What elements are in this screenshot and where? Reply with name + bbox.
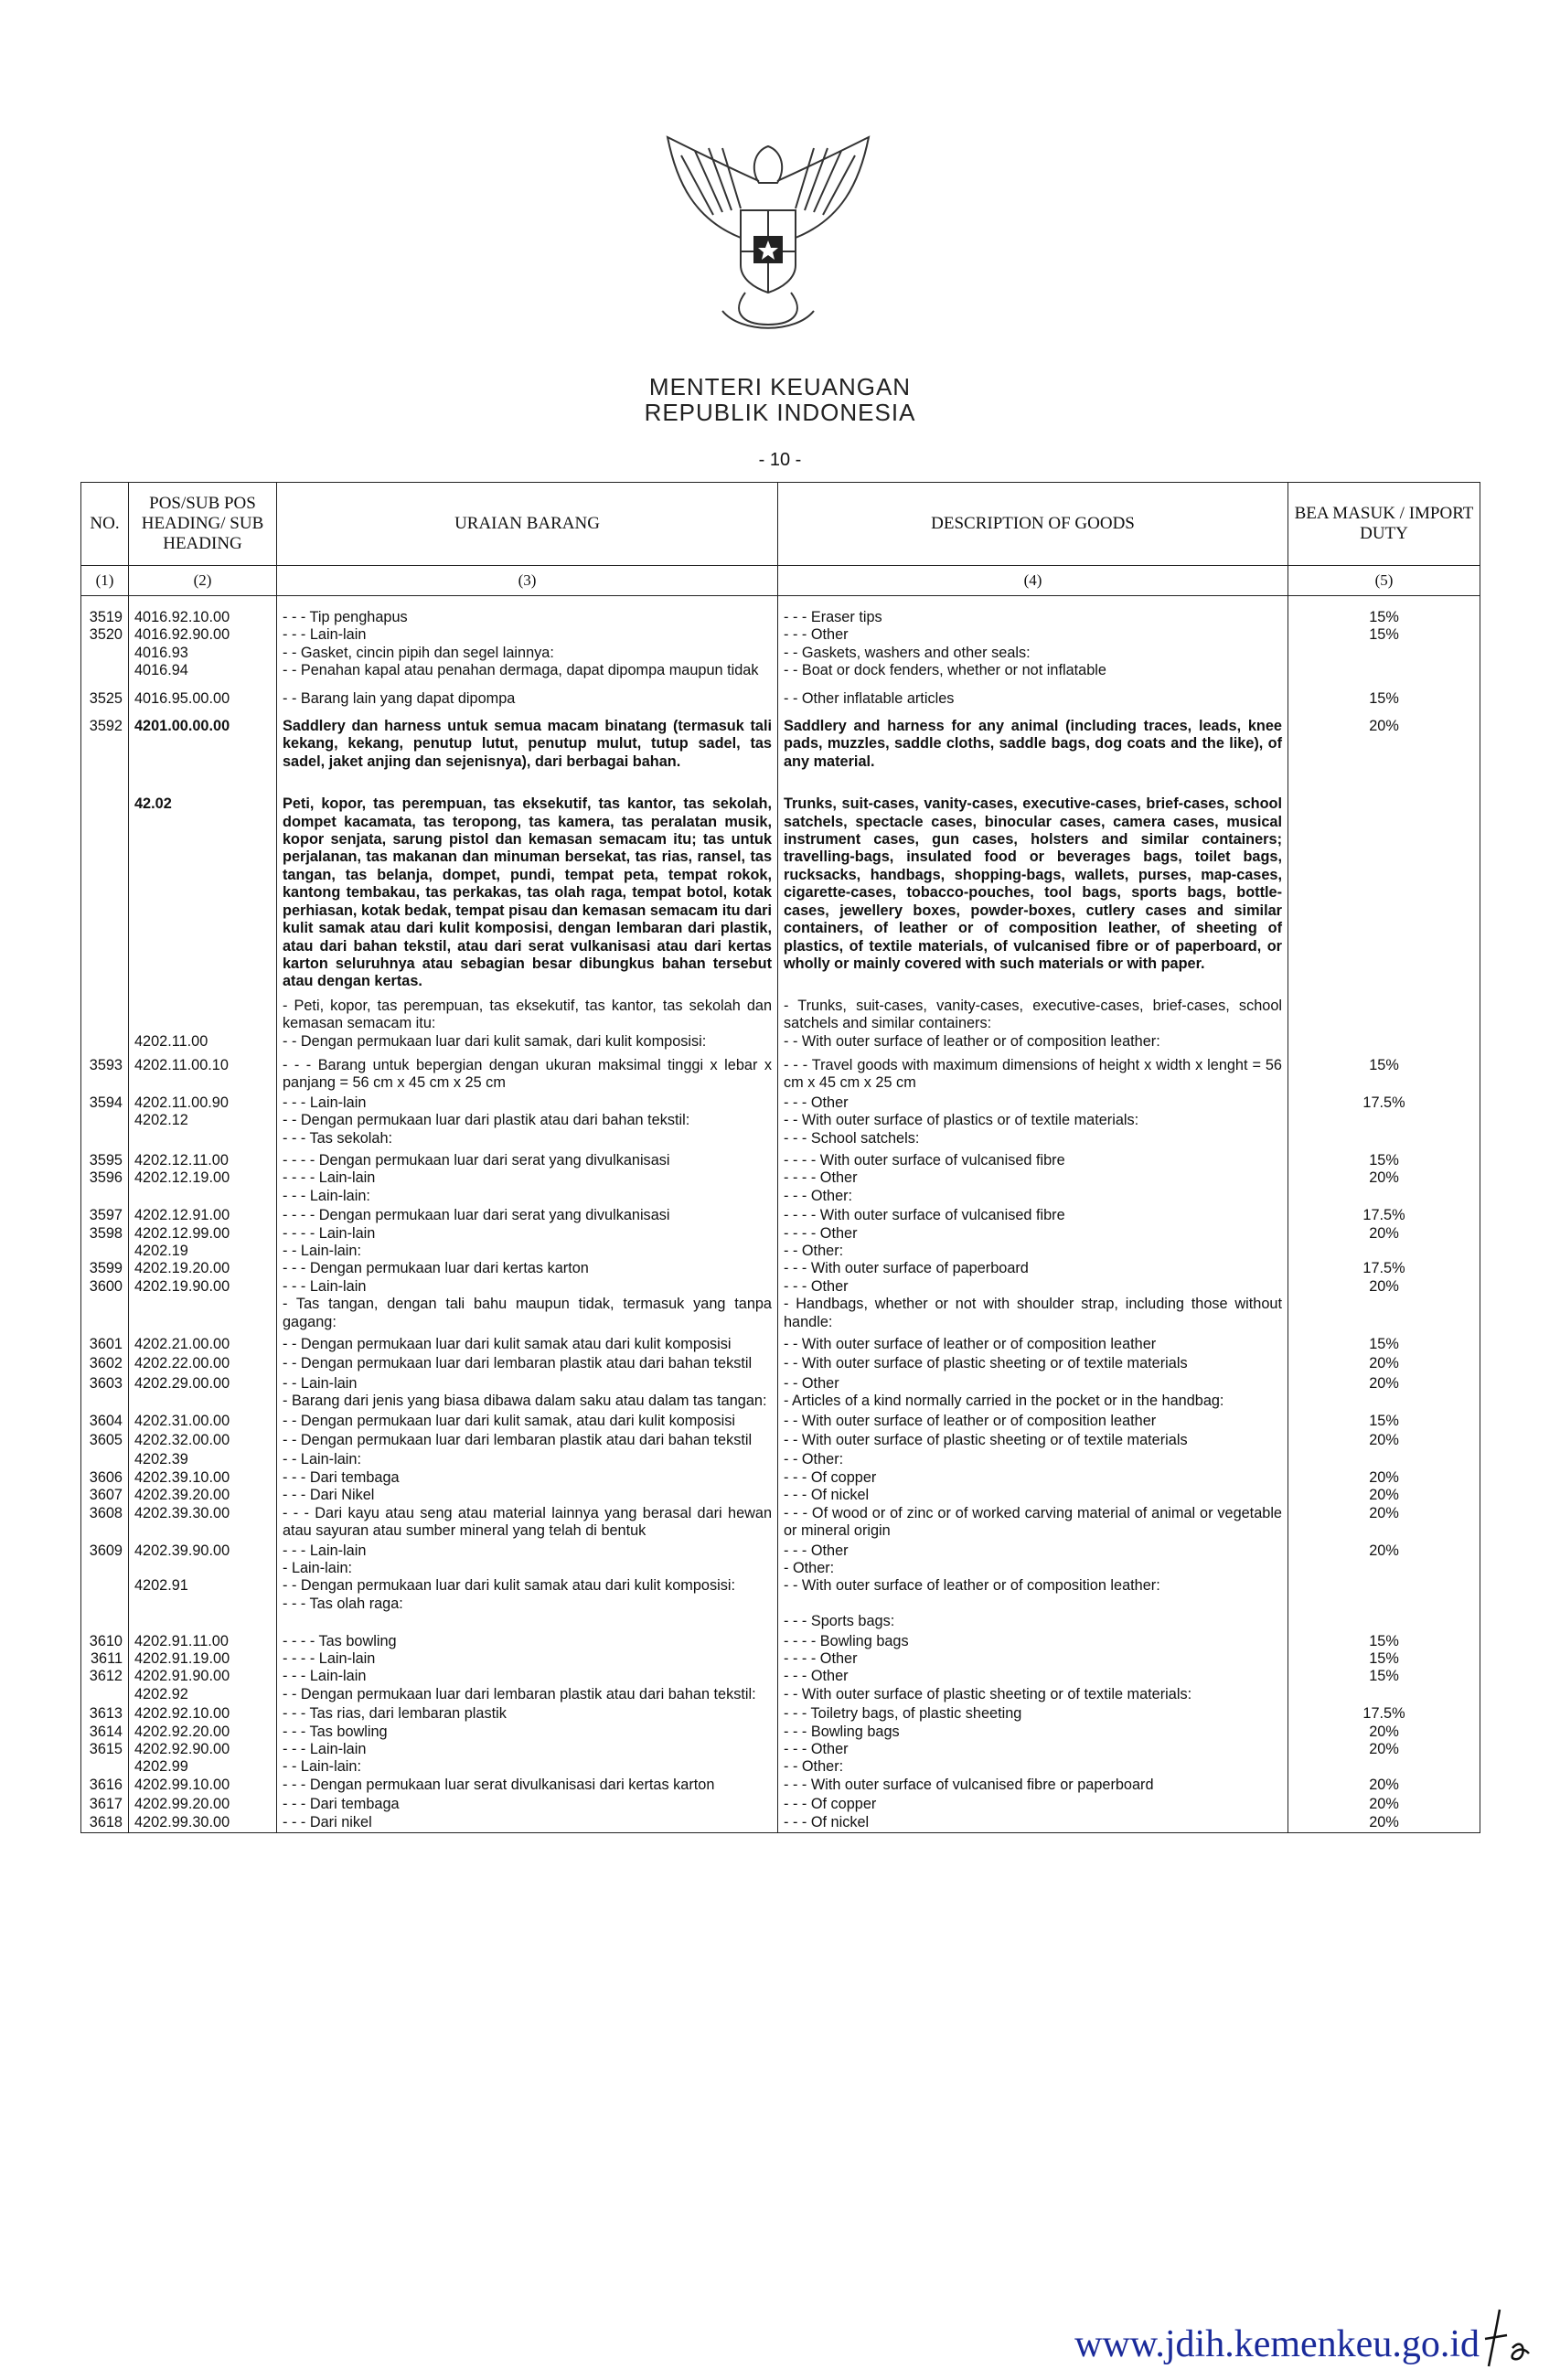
import-duty: [1288, 992, 1480, 1051]
row-number: 3603: [81, 1374, 129, 1412]
uraian-barang: - - - Lain-lain - Lain-lain: - - Dengan permukaan luar dari kulit samak atau dari kulit komposisi: - - - Tas olah raga:: [277, 1542, 778, 1632]
row-number: 3613 3614 3615 3616: [81, 1704, 129, 1795]
row-number: 3609: [81, 1542, 129, 1632]
import-duty: 17.5% 20% 17.5% 20%: [1288, 1206, 1480, 1332]
tariff-table: [80, 482, 1480, 1833]
hs-code: 4202.39 4202.39.10.00 4202.39.20.00 4202.39.30.00: [129, 1450, 277, 1541]
description-of-goods: - - - Other - - With outer surface of plastics or of textile materials: - - - School satchels:: [778, 1094, 1288, 1148]
header-uraian: URAIAN BARANG: [277, 483, 778, 566]
hs-code: 42.02: [129, 772, 277, 991]
row-number: 3602: [81, 1354, 129, 1373]
row-number: 3605: [81, 1431, 129, 1450]
uraian-barang: - - - - Tas bowling - - - - Lain-lain - - - Lain-lain - - Dengan permukaan luar dari lembaran plastik atau dari bahan tekstil:: [277, 1632, 778, 1705]
table-row: [81, 1431, 1480, 1450]
row-number: 3519 3520: [81, 596, 129, 681]
uraian-barang: - - - Tip penghapus - - - Lain-lain - - Gasket, cincin pipih dan segel lainnya: - - Penahan kapal atau penahan dermaga, dapat dipompa maupun tidak: [277, 596, 778, 681]
hs-code: 4202.11.00.90 4202.12: [129, 1094, 277, 1148]
import-duty: [1288, 772, 1480, 991]
description-of-goods: - - - Travel goods with maximum dimensions of height x width x lenght = 56 cm x 45 cm x 25 cm: [778, 1051, 1288, 1094]
hs-code: 4202.39.90.00 4202.91: [129, 1542, 277, 1632]
table-row: [81, 681, 1480, 709]
page-number: - 10 -: [758, 450, 802, 470]
hs-code: 4202.21.00.00: [129, 1332, 277, 1354]
table-row: [81, 1450, 1480, 1541]
table-row: [81, 1632, 1480, 1705]
import-duty: 15%: [1288, 1051, 1480, 1094]
header-duty: BEA MASUK / IMPORT DUTY: [1288, 483, 1480, 566]
row-number: 3525: [81, 681, 129, 709]
table-row: [81, 1795, 1480, 1832]
column-number: (3): [277, 566, 778, 596]
uraian-barang: - - Lain-lain: - - - Dari tembaga - - - Dari Nikel - - - Dari kayu atau seng atau material lainnya yang berasal dari hewan atau sayuran atau sumber mineral yang telah di bentuk: [277, 1450, 778, 1541]
uraian-barang: - - Barang lain yang dapat dipompa: [277, 681, 778, 709]
import-duty: 20%: [1288, 1542, 1480, 1632]
description-of-goods: - - Other inflatable articles: [778, 681, 1288, 709]
tariff-body: [81, 596, 1480, 1833]
hs-code: 4202.91.11.00 4202.91.19.00 4202.91.90.00 4202.92: [129, 1632, 277, 1705]
description-of-goods: - - - - With outer surface of vulcanised fibre - - - - Other - - - Other:: [778, 1148, 1288, 1206]
row-number: 3595 3596: [81, 1148, 129, 1206]
row-number: 3610 3611 3612: [81, 1632, 129, 1705]
table-row: [81, 1094, 1480, 1148]
table-row: [81, 1206, 1480, 1332]
table-row: [81, 1704, 1480, 1795]
hs-code: 4202.11.00.10: [129, 1051, 277, 1094]
table-row: [81, 992, 1480, 1051]
ministry-name: MENTERI KEUANGAN: [648, 373, 912, 400]
uraian-barang: - - Dengan permukaan luar dari lembaran plastik atau dari bahan tekstil: [277, 1354, 778, 1373]
hs-code: 4201.00.00.00: [129, 709, 277, 772]
table-row: [81, 1148, 1480, 1206]
import-duty: 20%: [1288, 709, 1480, 772]
uraian-barang: - - Dengan permukaan luar dari kulit samak atau dari kulit komposisi: [277, 1332, 778, 1354]
table-header-row: [81, 483, 1480, 566]
website-watermark: www.jdih.kemenkeu.go.id: [1074, 2323, 1480, 2365]
import-duty: 15%: [1288, 1332, 1480, 1354]
description-of-goods: - - - Eraser tips - - - Other - - Gaskets, washers and other seals: - - Boat or dock fenders, whether or not inflatable: [778, 596, 1288, 681]
header-heading: POS/SUB POS HEADING/ SUB HEADING: [129, 483, 277, 566]
description-of-goods: - - With outer surface of plastic sheeting or of textile materials: [778, 1354, 1288, 1373]
uraian-barang: - - - - Dengan permukaan luar dari serat yang divulkanisasi - - - - Lain-lain - - Lain-lain: - - - Dengan permukaan luar dari kertas karton - - - Lain-lain - Tas tangan, dengan tali bahu maupun tidak, termasuk yang tanpa gagang:: [277, 1206, 778, 1332]
description-of-goods: - - With outer surface of plastic sheeting or of textile materials: [778, 1431, 1288, 1450]
import-duty: 15%: [1288, 1412, 1480, 1431]
hs-code: 4016.95.00.00: [129, 681, 277, 709]
hs-code: 4202.99.20.00 4202.99.30.00: [129, 1795, 277, 1832]
column-number: (5): [1288, 566, 1480, 596]
uraian-barang: - - - Barang untuk bepergian dengan ukuran maksimal tinggi x lebar x panjang = 56 cm x 45 cm x 25 cm: [277, 1051, 778, 1094]
import-duty: 20%: [1288, 1374, 1480, 1412]
row-number: 3604: [81, 1412, 129, 1431]
row-number: 3597 3598 3599 3600: [81, 1206, 129, 1332]
column-number: (4): [778, 566, 1288, 596]
description-of-goods: - - - - Bowling bags - - - - Other - - - Other - - With outer surface of plastic sheeting or of textile materials:: [778, 1632, 1288, 1705]
hs-code: 4202.11.00: [129, 992, 277, 1051]
row-number: [81, 992, 129, 1051]
description-of-goods: - - Other: - - - Of copper - - - Of nickel - - - Of wood or of zinc or of worked carving material of animal or vegetable or mineral origin: [778, 1450, 1288, 1541]
hs-code: 4202.12.11.00 4202.12.19.00: [129, 1148, 277, 1206]
import-duty: 15% 15%: [1288, 596, 1480, 681]
table-row: [81, 1332, 1480, 1354]
description-of-goods: - - - - With outer surface of vulcanised fibre - - - - Other - - Other: - - - With outer surface of paperboard - - - Other - Handbags, whether or not with shoulder strap, including those without handle:: [778, 1206, 1288, 1332]
hs-code: 4202.22.00.00: [129, 1354, 277, 1373]
import-duty: 15% 15% 15%: [1288, 1632, 1480, 1705]
table-row: [81, 1374, 1480, 1412]
import-duty: 15%: [1288, 681, 1480, 709]
row-number: 3592: [81, 709, 129, 772]
table-row: [81, 1354, 1480, 1373]
import-duty: 20%: [1288, 1431, 1480, 1450]
garuda-emblem: [658, 128, 878, 357]
row-number: 3617 3618: [81, 1795, 129, 1832]
description-of-goods: Saddlery and harness for any animal (including traces, leads, knee pads, muzzles, saddle cloths, saddle bags, dog coats and the like), of any material.: [778, 709, 1288, 772]
hs-code: 4202.92.10.00 4202.92.20.00 4202.92.90.00 4202.99 4202.99.10.00: [129, 1704, 277, 1795]
uraian-barang: - - - Lain-lain - - Dengan permukaan luar dari plastik atau dari bahan tekstil: - - - Tas sekolah:: [277, 1094, 778, 1148]
table-row: [81, 1051, 1480, 1094]
import-duty: 17.5% 20% 20% 20%: [1288, 1704, 1480, 1795]
hs-code: 4202.31.00.00: [129, 1412, 277, 1431]
import-duty: 15% 20%: [1288, 1148, 1480, 1206]
uraian-barang: - - - Dari tembaga - - - Dari nikel: [277, 1795, 778, 1832]
description-of-goods: Trunks, suit-cases, vanity-cases, executive-cases, brief-cases, school satchels, spectacle cases, binocular cases, camera cases, musical instrument cases, gun cases, holsters and similar containers; travelling-bags, insulated food or beverages bags, toilet bags, rucksacks, handbags, shopping-bags, wallets, purses, map-cases, cigarette-cases, tobacco-pouches, tool bags, sports bags, bottle-cases, jewellery boxes, powder-boxes, cutlery cases and similar containers, of leather or of composition leather, of sheeting of plastics, of textile materials, of vulcanised fibre or of paperboard, or wholly or mainly covered with such materials or with paper.: [778, 772, 1288, 991]
description-of-goods: - - - Toiletry bags, of plastic sheeting - - - Bowling bags - - - Other - - Other: - - - With outer surface of vulcanised fibre or paperboard: [778, 1704, 1288, 1795]
uraian-barang: - - - - Dengan permukaan luar dari serat yang divulkanisasi - - - - Lain-lain - - - Lain-lain:: [277, 1148, 778, 1206]
uraian-barang: - - Lain-lain - Barang dari jenis yang biasa dibawa dalam saku atau dalam tas tangan:: [277, 1374, 778, 1412]
uraian-barang: - - - Tas rias, dari lembaran plastik - - - Tas bowling - - - Lain-lain - - Lain-lain: - - - Dengan permukaan luar serat divulkanisasi dari kertas karton: [277, 1704, 778, 1795]
uraian-barang: - - Dengan permukaan luar dari lembaran plastik atau dari bahan tekstil: [277, 1431, 778, 1450]
description-of-goods: - - - Other - Other: - - With outer surface of leather or of composition leather: - - - Sports bags:: [778, 1542, 1288, 1632]
row-number: 3606 3607 3608: [81, 1450, 129, 1541]
hs-code: 4202.29.00.00: [129, 1374, 277, 1412]
header-no: NO.: [81, 483, 129, 566]
row-number: [81, 772, 129, 991]
table-row: [81, 709, 1480, 772]
import-duty: 20%: [1288, 1354, 1480, 1373]
table-row: [81, 1542, 1480, 1632]
table-row: [81, 1412, 1480, 1431]
import-duty: 20% 20%: [1288, 1795, 1480, 1832]
column-number-row: [81, 566, 1480, 596]
header-description: DESCRIPTION OF GOODS: [778, 483, 1288, 566]
row-number: 3601: [81, 1332, 129, 1354]
description-of-goods: - - Other - Articles of a kind normally carried in the pocket or in the handbag:: [778, 1374, 1288, 1412]
description-of-goods: - - With outer surface of leather or of composition leather: [778, 1412, 1288, 1431]
hs-code: 4202.32.00.00: [129, 1431, 277, 1450]
description-of-goods: - Trunks, suit-cases, vanity-cases, executive-cases, brief-cases, school satchels and similar containers: - - With outer surface of leather or of composition leather:: [778, 992, 1288, 1051]
import-duty: 17.5%: [1288, 1094, 1480, 1148]
description-of-goods: - - With outer surface of leather or of composition leather: [778, 1332, 1288, 1354]
uraian-barang: - - Dengan permukaan luar dari kulit samak, atau dari kulit komposisi: [277, 1412, 778, 1431]
handwritten-initials: [1480, 2302, 1534, 2375]
table-row: [81, 596, 1480, 681]
column-number: (1): [81, 566, 129, 596]
country-name: REPUBLIK INDONESIA: [644, 399, 916, 426]
description-of-goods: - - - Of copper - - - Of nickel: [778, 1795, 1288, 1832]
hs-code: 4202.12.91.00 4202.12.99.00 4202.19 4202.19.20.00 4202.19.90.00: [129, 1206, 277, 1332]
uraian-barang: Peti, kopor, tas perempuan, tas eksekutif, tas kantor, tas sekolah, dompet kacamata, tas teropong, tas kamera, tas peralatan musik, kopor senjata, sarung pistol dan kemasan semacam itu; tas untuk perjalanan, tas makanan dan minuman bersekat, tas rias, ransel, tas tangan, tas belanja, dompet, pundi, tempat peta, tempat rokok, kantong tembakau, tas perkakas, tas olah raga, tempat botol, kotak perhiasan, kotak bedak, tempat pisau dan kemasan semacam itu dari kulit samak atau dari kulit komposisi, dengan lembaran dari plastik, atau dari bahan tekstil, atau dari serat vulkanisasi atau dari kertas karton seluruhnya atau sebagian besar dibungkus bahan tersebut atau dengan kertas.: [277, 772, 778, 991]
row-number: 3594: [81, 1094, 129, 1148]
row-number: 3593: [81, 1051, 129, 1094]
uraian-barang: - Peti, kopor, tas perempuan, tas eksekutif, tas kantor, tas sekolah dan kemasan semacam itu: - - Dengan permukaan luar dari kulit samak, dari kulit komposisi:: [277, 992, 778, 1051]
column-number: (2): [129, 566, 277, 596]
table-row: [81, 772, 1480, 991]
uraian-barang: Saddlery dan harness untuk semua macam binatang (termasuk tali kekang, kekang, penutup lutut, penutup mulut, tutup sadel, tas sadel, jaket anjing dan sejenisnya), dari berbagai bahan.: [277, 709, 778, 772]
hs-code: 4016.92.10.00 4016.92.90.00 4016.93 4016.94: [129, 596, 277, 681]
import-duty: 20% 20% 20%: [1288, 1450, 1480, 1541]
